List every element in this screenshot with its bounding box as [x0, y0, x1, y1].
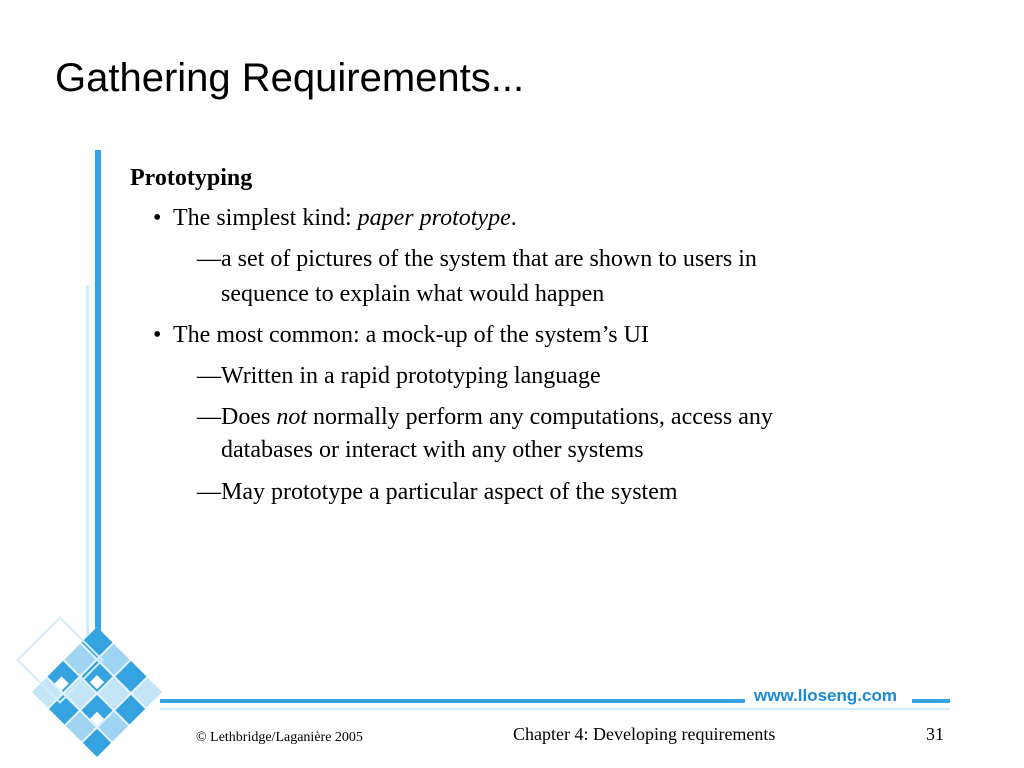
website-url: www.lloseng.com	[754, 686, 897, 705]
sub-item-emphasis: not	[276, 404, 307, 430]
sub-item-continuation: databases or interact with any other systems	[221, 437, 644, 463]
page-number: 31	[926, 724, 944, 744]
bullet-text: The most common: a mock-up of the system’s UI	[173, 322, 649, 348]
sub-item-line	[197, 402, 773, 432]
section-heading: Prototyping	[130, 165, 253, 191]
bullet-text: The simplest kind:	[173, 205, 358, 231]
bullet-emphasis: paper prototype	[357, 205, 511, 231]
sub-item-line: —May prototype a particular aspect of the system	[197, 479, 678, 505]
sub-item-line: —a set of pictures of the system that are shown to users in	[197, 246, 757, 272]
bullet-suffix: .	[510, 205, 517, 231]
chapter-label: Chapter 4: Developing requirements	[513, 724, 776, 744]
sub-item-prefix: —Does	[197, 404, 277, 430]
bullet-item	[153, 203, 517, 233]
bullet-item	[153, 320, 649, 350]
slide-title: Gathering Requirements...	[55, 56, 525, 100]
bullet-icon: •	[153, 205, 162, 231]
bullet-icon: •	[153, 322, 162, 348]
sub-item-line: —Written in a rapid prototyping language	[197, 363, 601, 389]
sub-item-continuation: sequence to explain what would happen	[221, 281, 605, 307]
sub-item-suffix: normally perform any computations, access any	[307, 404, 773, 430]
copyright-text: © Lethbridge/Laganière 2005	[196, 730, 363, 745]
